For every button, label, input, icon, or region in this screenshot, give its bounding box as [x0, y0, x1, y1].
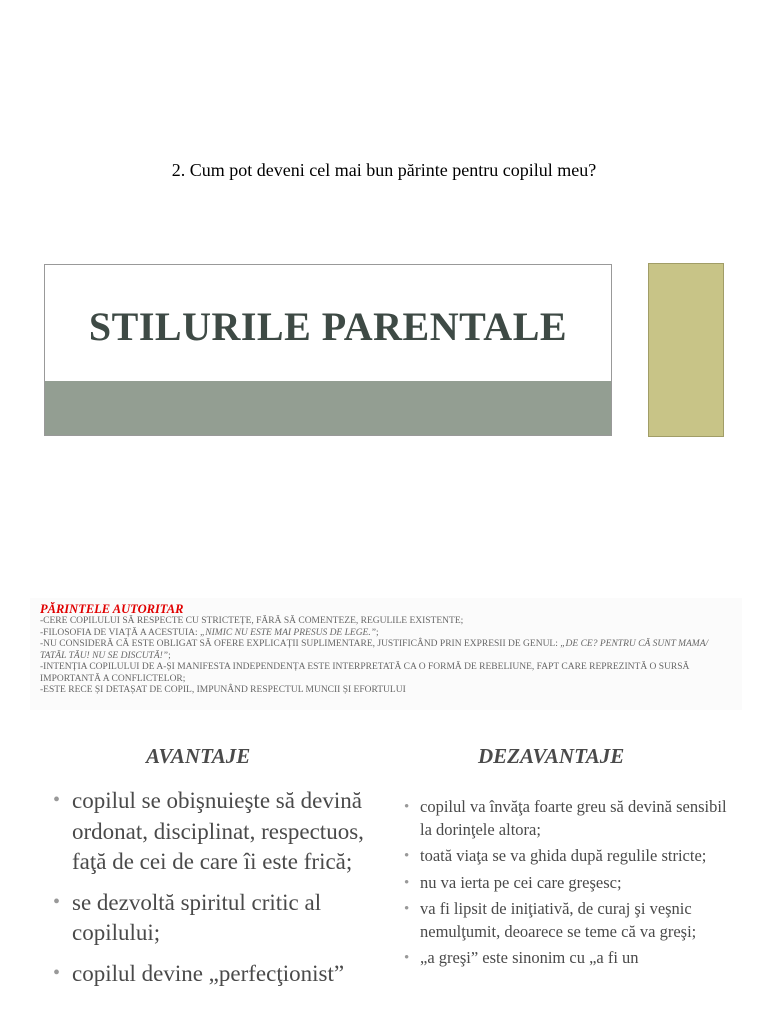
authoritarian-line: -NU CONSIDERĂ CĂ ESTE OBLIGAT SĂ OFERE EXPLICAȚII SUPLIMENTARE, JUSTIFICÂND PRIN EXPRESII DE GENUL: „DE CE? PENTRU CĂ SUNT MAMA/ TATĂL TĂU! NU SE DISCUTĂ!”;	[40, 639, 709, 661]
list-item: • se dezvoltă spiritul critic al copilului;	[50, 888, 370, 949]
bullet-icon: •	[404, 901, 410, 917]
bullet-icon: •	[53, 961, 61, 984]
title-panel	[44, 264, 612, 436]
list-item: • toată viaţa se va ghida după regulile stricte;	[402, 845, 742, 868]
advantages-heading: AVANTAJE	[146, 744, 251, 768]
bullet-icon: •	[404, 799, 410, 815]
authoritarian-line: -ESTE RECE ȘI DETAȘAT DE COPIL, IMPUNÂND RESPECTUL MUNCII ȘI EFORTULUI	[40, 685, 406, 695]
authoritarian-line: -FILOSOFIA DE VIAȚĂ A ACESTUIA: „NIMIC NU ESTE MAI PRESUS DE LEGE.”;	[40, 627, 379, 638]
question-text: 2. Cum pot deveni cel mai bun părinte pentru copilul meu?	[171, 160, 597, 180]
authoritarian-parent-section	[30, 598, 742, 710]
title-accent-band	[45, 381, 611, 435]
list-item: • va fi lipsit de iniţiativă, de curaj şi veşnic nemulţumit, deoarece se teme că va greşi;	[404, 899, 697, 941]
authoritarian-heading: PĂRINTELE AUTORITAR	[40, 602, 184, 616]
list-item: • nu va ierta pe cei care greşesc;	[402, 872, 742, 895]
bullet-icon: •	[404, 950, 410, 966]
list-item: • copilul devine „perfecţionist”	[50, 959, 370, 990]
disadvantages-list	[402, 796, 742, 974]
page-title: STILURILE PARENTALE	[88, 304, 568, 349]
authoritarian-line: -CERE COPILULUI SĂ RESPECTE CU STRICTEȚE, FĂRĂ SĂ COMENTEZE, REGULILE EXISTENTE;	[40, 616, 464, 626]
bullet-icon: •	[404, 874, 410, 891]
list-item: • copilul va învăţa foarte greu să devină sensibil la dorinţele altora;	[404, 797, 727, 839]
authoritarian-line: -INTENȚIA COPILULUI DE A-ȘI MANIFESTA INDEPENDENȚA ESTE INTERPRETATĂ CA O FORMĂ DE REBELIUNE, FAPT CARE REPREZINTĂ O SURSĂ IMPORTANTĂ A CONFLICTELOR;	[40, 662, 690, 684]
disadvantages-heading: DEZAVANTAJE	[478, 744, 625, 768]
bullet-icon: •	[53, 789, 61, 811]
bullet-icon: •	[53, 890, 61, 913]
advantages-list	[50, 786, 370, 999]
bullet-icon: •	[404, 848, 410, 864]
list-item: • „a greşi” este sinonim cu „a fi un	[402, 947, 742, 970]
list-item: • copilul se obişnuieşte să devină ordonat, disciplinat, respectuos, faţă de cei de care îi este frică;	[50, 786, 370, 878]
decorative-side-block	[648, 263, 724, 437]
